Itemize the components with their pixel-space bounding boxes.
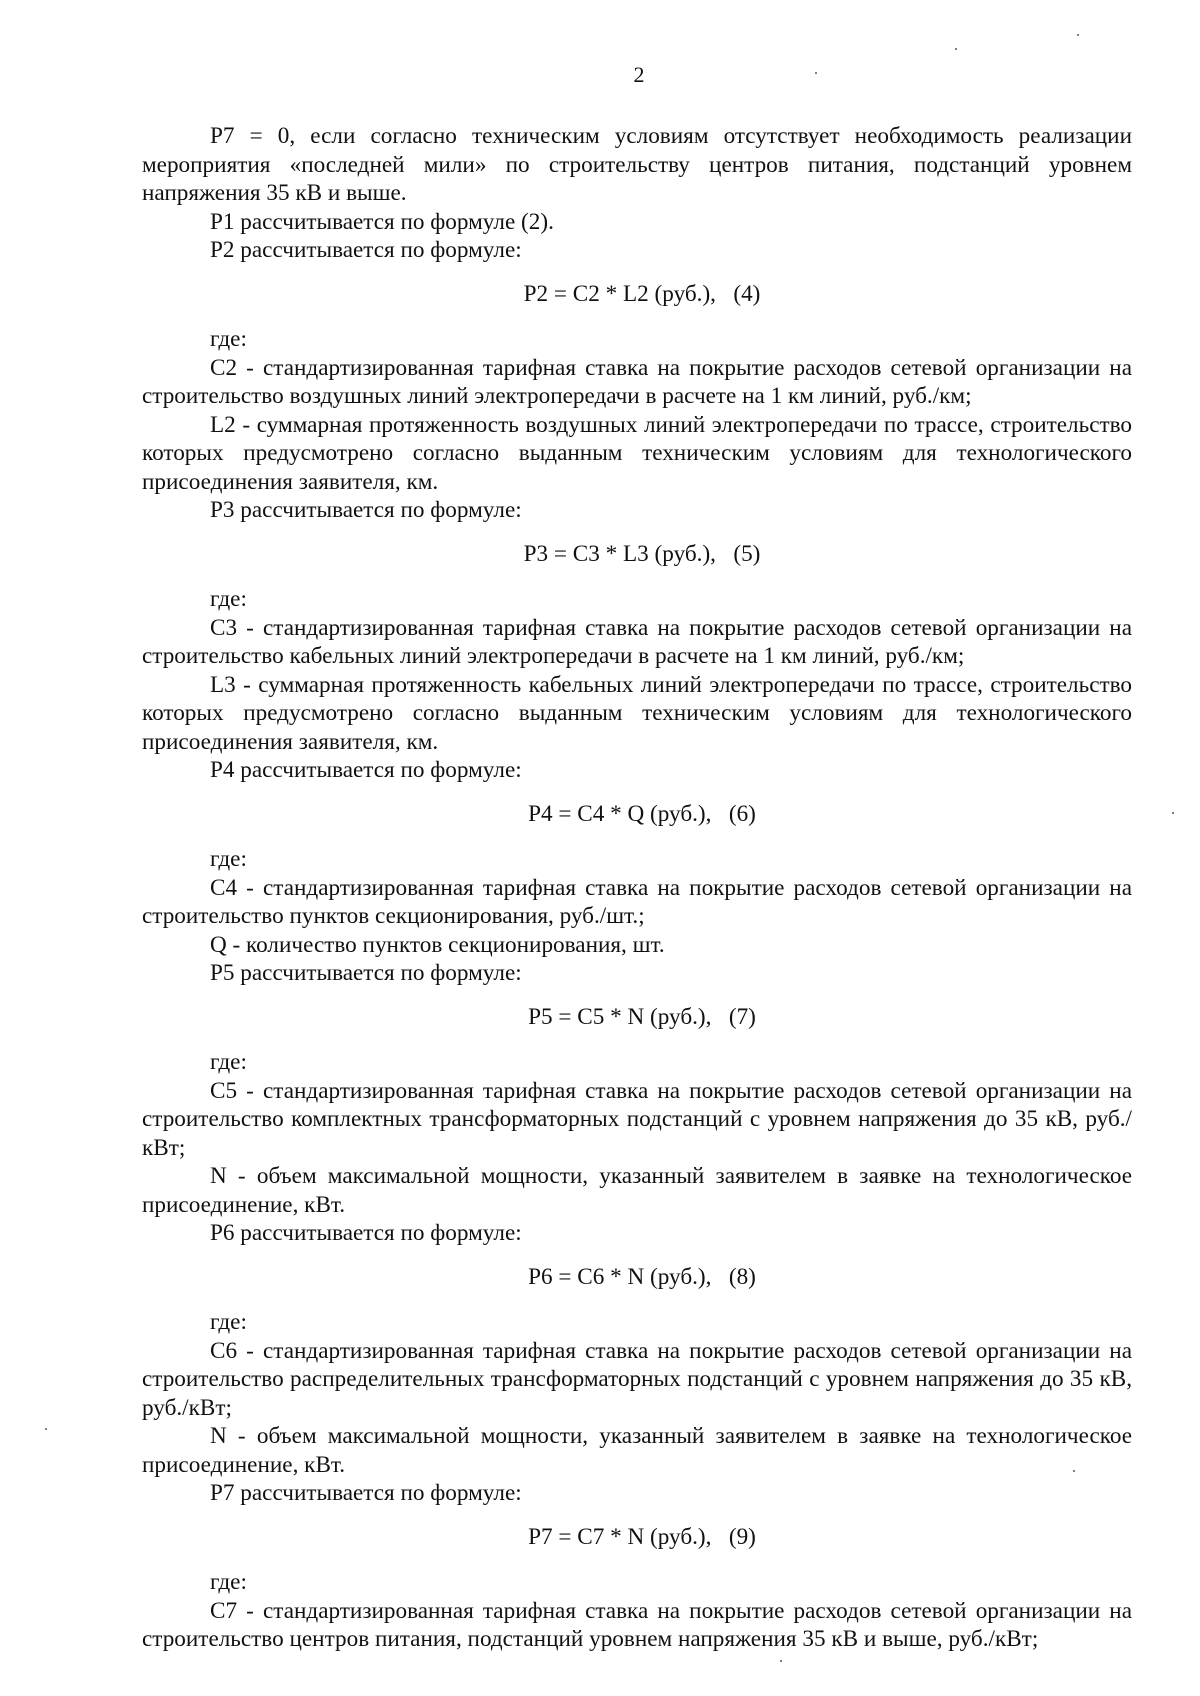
scan-speck	[815, 72, 817, 74]
paragraph-p4-intro: Р4 рассчитывается по формуле:	[210, 757, 522, 783]
paragraph-p6-intro: Р6 рассчитывается по формуле:	[210, 1220, 522, 1246]
definition-c2: С2 - стандартизированная тарифная ставка на покрытие расходов сетевой организации на строительство воздушных линий электропередачи в расчете на 1 км линий, руб./км;	[142, 354, 1132, 409]
definition-c7: С7 - стандартизированная тарифная ставка на покрытие расходов сетевой организации на строительство центров питания, подстанций уровнем напряжения 35 кВ и выше, руб./кВт;	[142, 1597, 1132, 1652]
where-label-7: где:	[210, 1049, 247, 1075]
definition-q: Q - количество пунктов секционирования, шт.	[210, 931, 665, 958]
where-label-4: где:	[210, 326, 247, 352]
where-label-9: где:	[210, 1569, 247, 1595]
scan-speck	[1073, 1470, 1075, 1472]
where-label-8: где:	[210, 1309, 247, 1335]
where-label-5: где:	[210, 586, 247, 612]
definition-n6: N - объем максимальной мощности, указанный заявителем в заявке на технологическое присоединение, кВт.	[142, 1423, 1132, 1478]
where-label-6: где:	[210, 846, 247, 872]
definition-c4: С4 - стандартизированная тарифная ставка на покрытие расходов сетевой организации на строительство пунктов секционирования, руб./шт.;	[142, 874, 1132, 929]
document-body	[142, 122, 1132, 1654]
definition-c3: С3 - стандартизированная тарифная ставка на покрытие расходов сетевой организации на строительство кабельных линий электропередачи в расчете на 1 км линий, руб./км;	[142, 614, 1132, 669]
definition-l2: L2 - суммарная протяженность воздушных линий электропередачи по трассе, строительство которых предусмотрено согласно выданным техническим условиям для технологического присоединения заявителя, км.	[142, 411, 1132, 495]
definition-c6: С6 - стандартизированная тарифная ставка на покрытие расходов сетевой организации на строительство распределительных трансформаторных подстанций с уровнем напряжения до 35 кВ, руб./кВт;	[142, 1337, 1132, 1421]
scan-speck	[1077, 34, 1079, 36]
scan-speck	[780, 1660, 782, 1662]
paragraph-p3-intro: Р3 рассчитывается по формуле:	[210, 497, 522, 523]
scan-speck	[1172, 812, 1174, 814]
definition-n5: N - объем максимальной мощности, указанный заявителем в заявке на технологическое присоединение, кВт.	[142, 1163, 1132, 1218]
formula-9: Р7 = С7 * N (руб.), (9)	[528, 1523, 756, 1550]
formula-4: Р2 = С2 * L2 (руб.), (4)	[523, 280, 761, 307]
page-number: 2	[633, 62, 645, 87]
formula-6: Р4 = С4 * Q (руб.), (6)	[528, 800, 756, 827]
paragraph-p2-intro: Р2 рассчитывается по формуле:	[210, 237, 522, 263]
paragraph-p1-formula-ref: Р1 рассчитывается по формуле (2).	[210, 208, 554, 235]
scan-speck	[955, 48, 957, 50]
formula-8: Р6 = С6 * N (руб.), (8)	[528, 1263, 756, 1290]
formula-7: Р5 = С5 * N (руб.), (7)	[528, 1003, 756, 1030]
scan-speck	[45, 1428, 47, 1430]
formula-5: Р3 = С3 * L3 (руб.), (5)	[523, 540, 761, 567]
paragraph-p5-intro: Р5 рассчитывается по формуле:	[210, 960, 522, 986]
definition-c5: С5 - стандартизированная тарифная ставка на покрытие расходов сетевой организации на строительство комплектных трансформаторных подстанций с уровнем напряжения до 35 кВ, руб./кВт;	[142, 1077, 1132, 1161]
definition-l3: L3 - суммарная протяженность кабельных линий электропередачи по трассе, строительство которых предусмотрено согласно выданным техническим условиям для технологического присоединения заявителя, км.	[142, 671, 1132, 755]
paragraph-p7-zero: Р7 = 0, если согласно техническим условиям отсутствует необходимость реализации мероприятия «последней мили» по строительству центров питания, подстанций уровнем напряжения 35 кВ и выше.	[142, 123, 1132, 206]
paragraph-p7-intro: Р7 рассчитывается по формуле:	[210, 1480, 522, 1506]
